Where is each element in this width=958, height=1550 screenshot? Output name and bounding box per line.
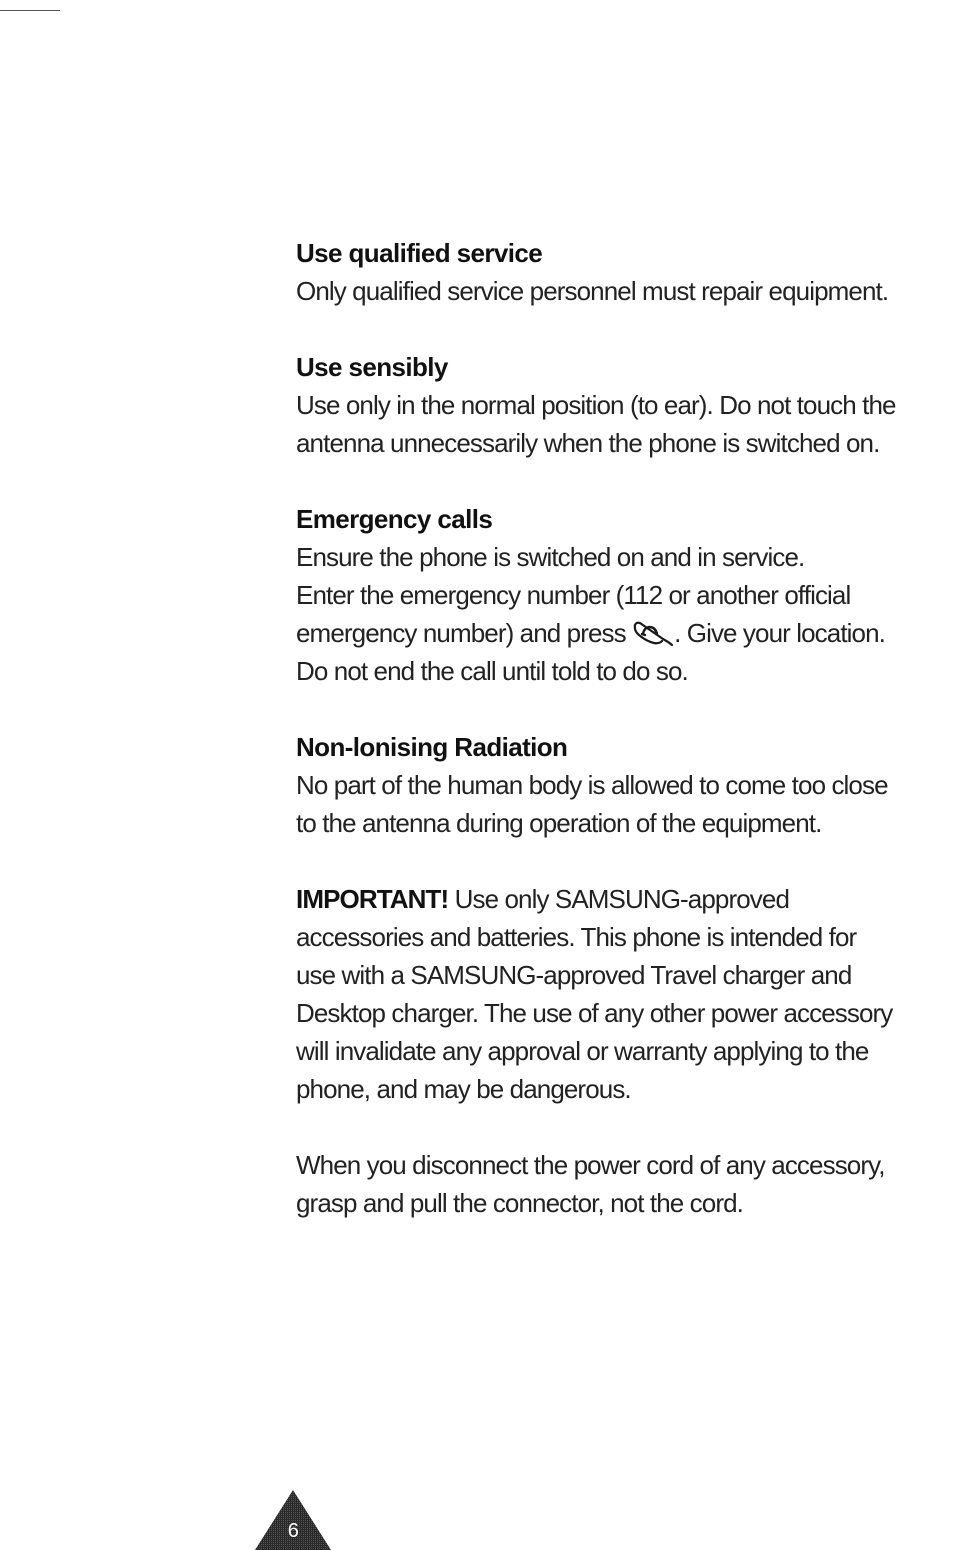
section-text: [296, 1146, 958, 1222]
text-fragment: . Give your location.: [674, 618, 885, 648]
corner-rule: [0, 10, 60, 11]
section-use-sensibly: [296, 348, 958, 462]
section-non-ionising-radiation: [296, 728, 958, 842]
text-line: When you disconnect the power cord of any accessory,: [296, 1150, 885, 1180]
page-number: 6: [287, 1520, 299, 1542]
text-line: No part of the human body is allowed to come too close: [296, 770, 888, 800]
end-call-key-icon: [632, 619, 674, 647]
text-line: to the antenna during operation of the equipment.: [296, 808, 822, 838]
text-line: Use only in the normal position (to ear). Do not touch the: [296, 390, 896, 420]
section-text: [296, 766, 958, 842]
text-line: grasp and pull the connector, not the cord.: [296, 1188, 743, 1218]
section-text: [296, 386, 958, 462]
text-line-with-icon: [296, 614, 958, 652]
section-text: [296, 272, 958, 310]
section-heading: Use sensibly: [296, 352, 448, 382]
text-line: Enter the emergency number (112 or another official: [296, 580, 851, 610]
text-fragment: Use only SAMSUNG-approved: [448, 884, 790, 914]
section-important: [296, 880, 958, 1108]
section-heading: Use qualified service: [296, 238, 543, 268]
section-text: [296, 538, 958, 690]
text-line-with-lead: [296, 880, 958, 918]
important-label: IMPORTANT!: [296, 884, 449, 914]
text-line: Only qualified service personnel must repair equipment.: [296, 276, 889, 306]
section-heading: Non-lonising Radiation: [296, 732, 568, 762]
text-line: use with a SAMSUNG-approved Travel charger and: [296, 960, 852, 990]
section-power-cord: [296, 1146, 958, 1222]
section-qualified-service: [296, 234, 958, 310]
section-text: [296, 880, 958, 1108]
text-line: will invalidate any approval or warranty applying to the: [296, 1036, 869, 1066]
page-number-marker: [255, 1490, 331, 1550]
safety-content: [296, 234, 958, 1260]
text-line: Desktop charger. The use of any other power accessory: [296, 998, 893, 1028]
text-line: antenna unnecessarily when the phone is switched on.: [296, 428, 880, 458]
text-line: Ensure the phone is switched on and in service.: [296, 542, 805, 572]
text-line: phone, and may be dangerous.: [296, 1074, 631, 1104]
section-emergency-calls: [296, 500, 958, 690]
section-heading: Emergency calls: [296, 504, 493, 534]
text-line: Do not end the call until told to do so.: [296, 656, 688, 686]
text-line: accessories and batteries. This phone is intended for: [296, 922, 857, 952]
text-fragment: emergency number) and press: [296, 618, 626, 648]
